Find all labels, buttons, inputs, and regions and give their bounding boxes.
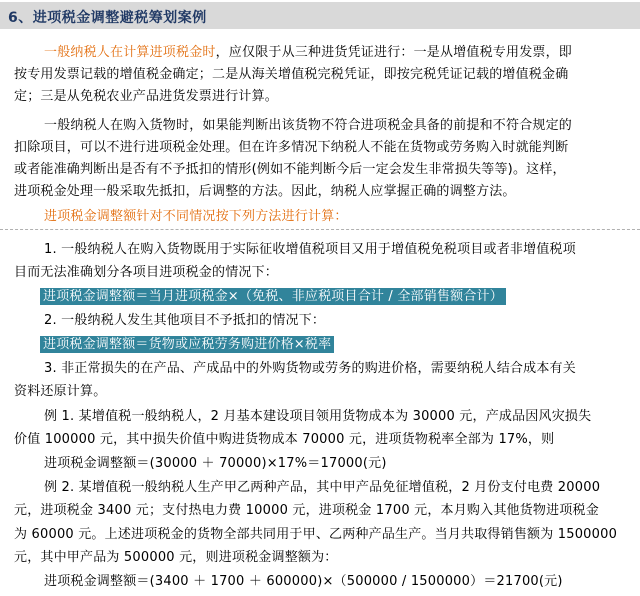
section-heading: 6、进项税金调整避税筹划案例 [8, 10, 207, 26]
para1-line2: 按专用发票记载的增值税金确定；二是从海关增值税完税凭证，即按完税凭证记载的增值税金确 [14, 67, 569, 82]
para2-line1: 一般纳税人在购入货物时，如果能判断出该货物不符合进项税金具备的前提和不符合规定的 [44, 118, 573, 133]
example2-line3: 为 60000 元。上述进项税金的货物全部共同用于甲、乙两种产品生产。当月共取得销售额为 1500000 [14, 527, 618, 542]
example2-line1: 例 2. 某增值税一般纳税人生产甲乙两种产品，其中甲产品免征增值税，2 月份支付电费 20000 [44, 480, 601, 495]
item3-line2: 资料还原计算。 [14, 384, 107, 399]
example2-calc: 进项税金调整额＝(3400 ＋ 1700 ＋ 600000)×（500000 / 1500000）＝21700(元) [44, 574, 563, 589]
para1-lead: 一般纳税人在计算进项税金时 [44, 45, 216, 60]
item2-formula-line [40, 336, 334, 353]
para2-line2: 扣除项目，可以不进行进项税金处理。但在许多情况下纳税人不能在货物或劳务购入时就能判断 [14, 140, 569, 155]
item2-line1: 2. 一般纳税人发生其他项目不予抵扣的情况下： [44, 313, 326, 328]
para1-line1-rest: ，应仅限于从三种进货凭证进行：一是从增值税专用发票，即 [215, 45, 573, 60]
item1-line1: 1. 一般纳税人在购入货物既用于实际征收增值税项目又用于增值税免税项目或者非增值税项 [44, 242, 576, 257]
example1-calc: 进项税金调整额＝(30000 ＋ 70000)×17%＝17000(元) [44, 456, 387, 471]
item1-line2: 目而无法准确划分各项目进项税金的情况下： [14, 265, 279, 280]
para1-line3: 定；三是从免税农业产品进货发票进行计算。 [14, 89, 279, 104]
para2-line4: 进项税金处理一般采取先抵扣，后调整的方法。因此，纳税人应掌握正确的调整方法。 [14, 184, 516, 199]
example1-line1: 例 1. 某增值税一般纳税人，2 月基本建设项目领用货物成本为 30000 元，产成品因风灾损失 [44, 409, 592, 424]
section-divider [0, 229, 640, 230]
para2-line3: 或者能准确判断出是否有不予抵扣的情形(例如不能判断今后一定会发生非常损失等等)。这样， [14, 162, 566, 177]
method-intro: 进项税金调整额针对不同情况按下列方法进行计算： [44, 209, 348, 224]
para1-line1 [44, 44, 572, 61]
example2-line2: 元，进项税金 3400 元；支付热电力费 10000 元，进项税金 1700 元，本月购入其他货物进项税金 [14, 503, 599, 518]
item2-formula: 进项税金调整额＝货物或应税劳务购进价格×税率 [40, 336, 334, 353]
item3-line1: 3. 非正常损失的在产品、产成品中的外购货物或劳务的购进价格，需要纳税人结合成本有关 [44, 361, 576, 376]
item1-formula-line [40, 288, 506, 305]
example1-line2: 价值 100000 元，其中损失价值中购进货物成本 70000 元，进项货物税率全部为 17%，则 [14, 432, 555, 447]
item1-formula: 进项税金调整额＝当月进项税金×（免税、非应税项目合计 / 全部销售额合计） [40, 288, 506, 305]
example2-line4: 元，其中甲产品为 500000 元，则进项税金调整额为： [14, 550, 338, 565]
